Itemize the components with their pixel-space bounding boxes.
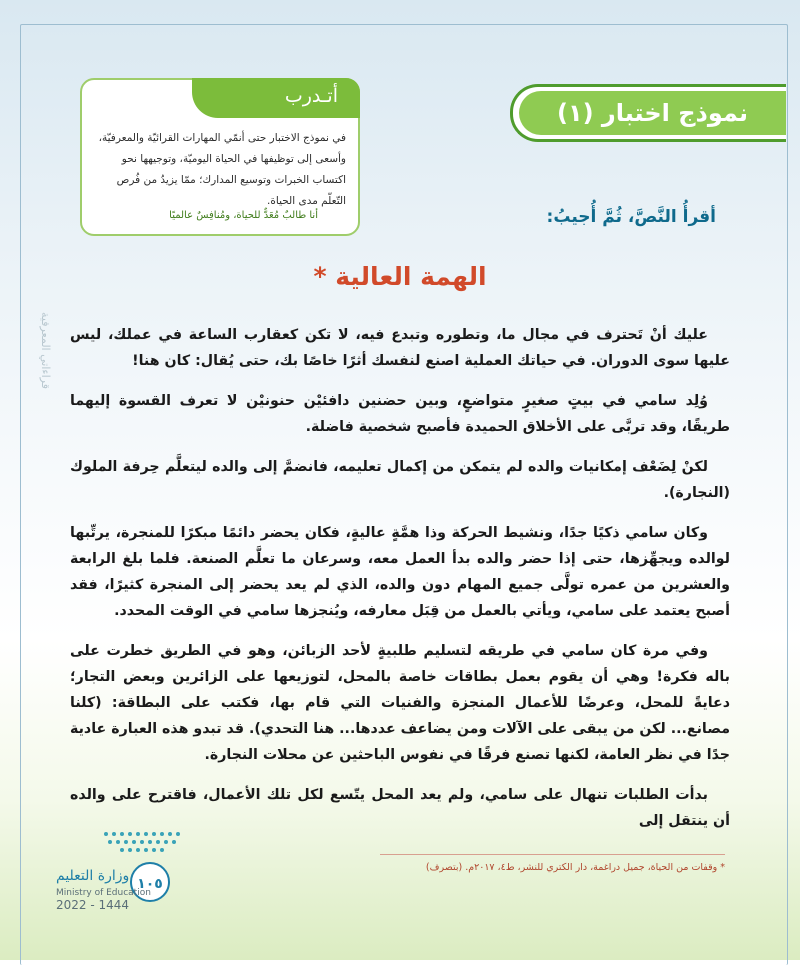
- page-number: ١٠٥: [130, 862, 170, 902]
- instruction: أقرأُ النَّصَّ، ثُمَّ أُجيبُ:: [546, 207, 716, 227]
- story-paragraph: لكنْ لِضَعْف إمكانيات والده لم يتمكن من إكمال تعليمه، فانضمَّ إلى والده ليتعلَّم حِرفة الملوك (النجارة).: [70, 459, 730, 501]
- story-paragraph: عليك أنْ تَحترف في مجال ما، وتطوره وتبدع فيه، لا تكن كعقارب الساعة في عملك، ليس عليها سوى الدوران. في حياتك العملية اصنع لنفسك أثرًا خاصًا بك، حتى يُقال: كان هنا!: [70, 327, 730, 369]
- ministry-name-ar: وزارة التعليم: [56, 868, 130, 884]
- ministry-name-en: Ministry of Education: [56, 888, 151, 898]
- story-paragraph: وفي مرة كان سامي في طريقه لتسليم طلبيةٍ لأحد الزبائن، وهو في الطريق خطرت على باله فكرة! وهي أن يقوم بعمل بطاقات خاصة بالمحل، لتوزيعها على الزائرين وبعض التجار؛ دعايةً للمحل، وعرضًا للأعمال المنجزة والفنيات التي قام بها، فكتب على البطاقة: (كلنا مصانع... لكن من يبقى على الآلات ومن يضاعف عددها... هنا التحدي). قد تبدو هذه العبارة عادية جدًا في نظر العامة، لكنها تصنع فرقًا في نفوس الباحثين عن محلات النجارة.: [70, 643, 730, 763]
- footnote: * وقفات من الحياة، جميل دراغمة، دار الكتري للنشر، ط٤، ٢٠١٧م. (بتصرف): [425, 862, 725, 873]
- ministry-logo-icon: [98, 826, 190, 856]
- story-paragraph: وُلِد سامي في بيتٍ صغيرٍ متواضعٍ، وبين حضنين دافئيْن حنونيْن لا تعرف القسوة إليهما طريقًا، وقد تربَّى على الأخلاق الحميدة فأصبح شخصية فاضلة.: [70, 393, 730, 435]
- training-text: في نموذج الاختبار حتى أنمّي المهارات القرائيّة والمعرفيّة، وأسعى إلى توظيفها في الحياة اليوميّة، وتوجيهها نحو اكتساب الخبرات وتوسيع المدارك؛ ممّا يزيدُ من فُرص التّعلّم مدى الحياة.: [98, 132, 346, 207]
- story-title: الهمة العالية *: [313, 262, 487, 291]
- story-paragraph: وكان سامي ذكيًا جدًا، ونشيط الحركة وذا همَّةٍ عاليةٍ، فكان يحضر دائمًا مبكرًا للمنجرة، يرتِّبها لوالده ويجهِّزها، حتى إذا حضر والده بدأ العمل معه، وسرعان ما تعلَّم الصنعة. فلما بلغ الرابعة والعشرين من عمره تولَّى جميع المهام دون والده، الذي لم يعد يحضر إلى المنجرة كثيرًا، فقد أصبح يعتمد على سامي، ويأتي بالعمل من قِبَل معارفه، ويُنجزها سامي في الوقت المحدد.: [70, 525, 730, 619]
- footnote-divider: [380, 854, 725, 855]
- story-body: [70, 322, 730, 848]
- side-label: قراءاتي المعرفية: [39, 311, 52, 389]
- edition-year: 2022 - 1444: [56, 898, 130, 912]
- training-label: أتـدرب: [192, 78, 360, 118]
- training-box: [80, 78, 360, 236]
- exam-title-banner: [510, 84, 786, 142]
- story-paragraph: بدأت الطلبات تنهال على سامي، ولم يعد المحل يتّسع لكل تلك الأعمال، فاقترح على والده أن ينتقل إلى: [70, 787, 730, 829]
- exam-title: نموذج اختبار (١): [519, 91, 786, 135]
- training-signature: أنا طالبٌ مُعَدٌّ للحياة، ومُنافِسٌ عالميًا: [169, 210, 318, 221]
